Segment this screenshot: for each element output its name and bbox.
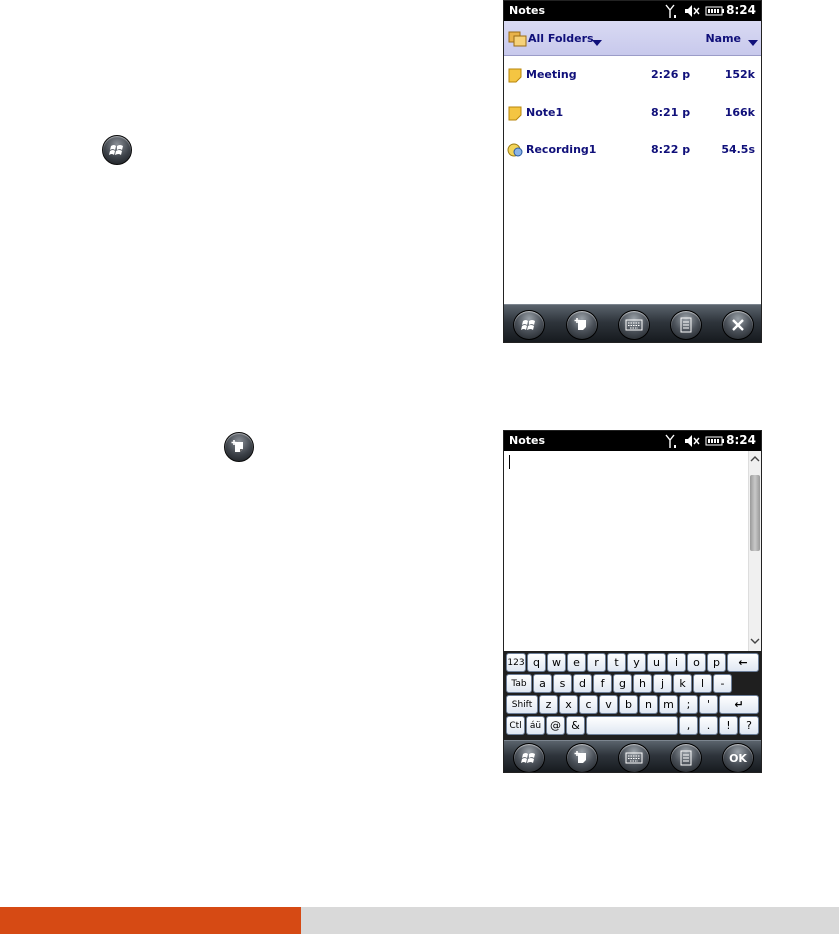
list-item[interactable]: Meeting 2:26 p 152k <box>504 66 761 84</box>
windows-start-icon <box>102 135 132 165</box>
backspace-key[interactable]: ← <box>727 653 759 672</box>
key-semicolon[interactable]: ; <box>679 695 698 714</box>
key-u[interactable]: u <box>647 653 666 672</box>
speaker-muted-icon <box>684 434 700 448</box>
key-e[interactable]: e <box>567 653 586 672</box>
sort-dropdown[interactable]: Name <box>705 32 741 45</box>
note-editor-screen <box>503 430 762 773</box>
key-p[interactable]: p <box>707 653 726 672</box>
close-icon[interactable] <box>722 310 754 340</box>
text-cursor[interactable] <box>509 455 510 469</box>
windows-start-icon[interactable] <box>513 310 545 340</box>
scroll-down-icon[interactable] <box>750 637 760 645</box>
key-c[interactable]: c <box>579 695 598 714</box>
key-g[interactable]: g <box>613 674 632 693</box>
key-a[interactable]: a <box>533 674 552 693</box>
key-r[interactable]: r <box>587 653 606 672</box>
key-b[interactable]: b <box>619 695 638 714</box>
key-l[interactable]: l <box>693 674 712 693</box>
notes-list-screen <box>503 0 762 343</box>
keyboard-icon[interactable] <box>618 743 650 773</box>
key-h[interactable]: h <box>633 674 652 693</box>
key-apostrophe[interactable]: ' <box>699 695 718 714</box>
recording-icon <box>507 142 525 158</box>
footer-gray-bar <box>301 907 839 934</box>
list-header <box>504 21 761 56</box>
key-v[interactable]: v <box>599 695 618 714</box>
note-icon <box>507 105 523 121</box>
key-s[interactable]: s <box>553 674 572 693</box>
menu-icon[interactable] <box>670 310 702 340</box>
key-comma[interactable]: , <box>679 716 698 735</box>
status-bar <box>504 431 761 451</box>
key-n[interactable]: n <box>639 695 658 714</box>
ok-button[interactable]: OK <box>722 743 754 773</box>
chevron-down-icon[interactable] <box>748 40 758 46</box>
app-title: Notes <box>509 434 546 447</box>
key-at[interactable]: @ <box>546 716 565 735</box>
clock: 8:24 <box>726 433 756 447</box>
key-k[interactable]: k <box>673 674 692 693</box>
key-j[interactable]: j <box>653 674 672 693</box>
key-w[interactable]: w <box>547 653 566 672</box>
soft-keyboard <box>504 651 761 740</box>
battery-icon <box>705 6 725 16</box>
new-note-icon <box>224 432 254 462</box>
app-title: Notes <box>509 4 546 17</box>
folder-icon <box>508 29 528 47</box>
key-ctl[interactable]: Ctl <box>506 716 525 735</box>
key-question[interactable]: ? <box>739 716 759 735</box>
list-item[interactable]: Recording1 8:22 p 54.5s <box>504 141 761 159</box>
bottom-toolbar <box>504 740 761 773</box>
windows-start-icon[interactable] <box>513 743 545 773</box>
footer-accent-bar <box>0 907 301 934</box>
enter-key[interactable]: ↵ <box>719 695 759 714</box>
new-note-icon[interactable] <box>566 310 598 340</box>
battery-icon <box>705 436 725 446</box>
key-q[interactable]: q <box>527 653 546 672</box>
new-note-icon[interactable] <box>566 743 598 773</box>
key-shift[interactable]: Shift <box>506 695 538 714</box>
signal-icon <box>665 4 677 19</box>
bottom-toolbar <box>504 304 761 343</box>
signal-icon <box>665 434 677 449</box>
note-icon <box>507 67 523 83</box>
list-item[interactable]: Note1 8:21 p 166k <box>504 104 761 122</box>
key-m[interactable]: m <box>659 695 678 714</box>
key-d[interactable]: d <box>573 674 592 693</box>
key-i[interactable]: i <box>667 653 686 672</box>
key-123[interactable]: 123 <box>506 653 526 672</box>
key-f[interactable]: f <box>593 674 612 693</box>
speaker-muted-icon <box>684 4 700 18</box>
key-accents[interactable]: áü <box>526 716 545 735</box>
key-t[interactable]: t <box>607 653 626 672</box>
scroll-up-icon[interactable] <box>750 455 760 463</box>
key-y[interactable]: y <box>627 653 646 672</box>
folder-dropdown[interactable]: All Folders <box>528 32 594 45</box>
key-ampersand[interactable]: & <box>566 716 585 735</box>
keyboard-icon[interactable] <box>618 310 650 340</box>
key-tab[interactable]: Tab <box>506 674 532 693</box>
key-dash[interactable]: - <box>713 674 732 693</box>
key-o[interactable]: o <box>687 653 706 672</box>
menu-icon[interactable] <box>670 743 702 773</box>
chevron-down-icon[interactable] <box>592 40 602 46</box>
scrollbar[interactable] <box>748 451 761 651</box>
key-exclamation[interactable]: ! <box>719 716 738 735</box>
status-bar <box>504 1 761 21</box>
key-space[interactable] <box>586 716 678 735</box>
key-z[interactable]: z <box>539 695 558 714</box>
key-x[interactable]: x <box>559 695 578 714</box>
scroll-thumb[interactable] <box>750 475 760 551</box>
clock: 8:24 <box>726 3 756 17</box>
key-period[interactable]: . <box>699 716 718 735</box>
